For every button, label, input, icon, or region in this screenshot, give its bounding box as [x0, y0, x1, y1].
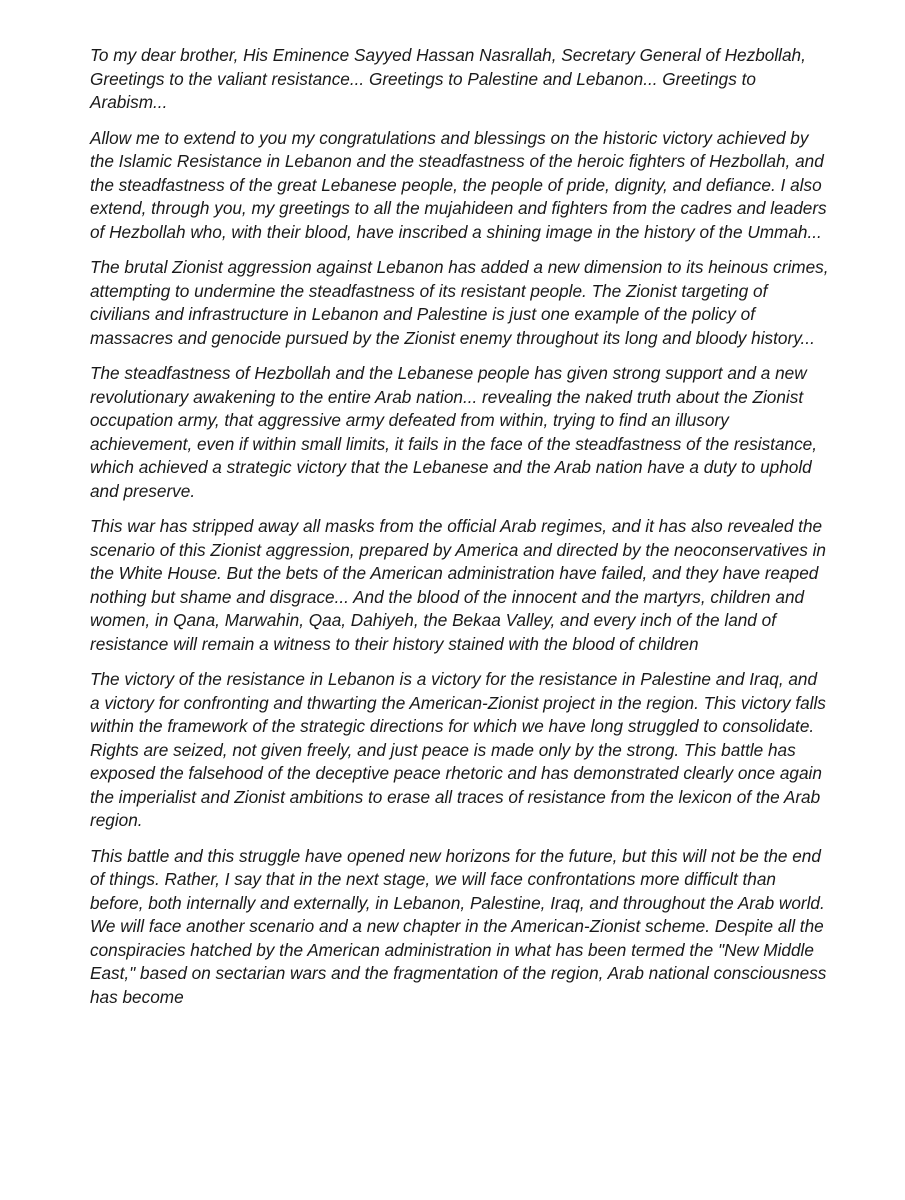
letter-body	[90, 44, 830, 1021]
paragraph-future: This battle and this struggle have opened new horizons for the future, but this will not be the end of things. Rather, I say that in the next stage, we will face confrontations more difficult than before, both internally and externally, in Lebanon, Palestine, Iraq, and throughout the Arab world. We will face another scenario and a new chapter in the American-Zionist scheme. Despite all the conspiracies hatched by the American administration in what has been termed the "New Middle East," based on sectarian wars and the fragmentation of the region, Arab national consciousness has become	[90, 845, 827, 1007]
paragraph-war-masks: This war has stripped away all masks from the official Arab regimes, and it has also revealed the scenario of this Zionist aggression, prepared by America and directed by the neoconservatives in the White House. But the bets of the American administration have failed, and they have reaped nothing but shame and disgrace... And the blood of the innocent and the martyrs, children and women, in Qana, Marwahin, Qaa, Dahiyeh, the Bekaa Valley, and every inch of the land of resistance will remain a witness to their history stained with the blood of children	[90, 516, 826, 654]
paragraph-steadfastness: The steadfastness of Hezbollah and the Lebanese people has given strong support and a new revolutionary awakening to the entire Arab nation... revealing the naked truth about the Zionist occupation army, that aggressive army defeated from within, trying to find an illusory achievement, even if within small limits, it fails in the face of the steadfastness of the resistance, which achieved a strategic victory that the Lebanese and the Arab nation have a duty to uphold and preserve.	[90, 363, 817, 501]
paragraph-victory: The victory of the resistance in Lebanon is a victory for the resistance in Palestine and Iraq, and a victory for confronting and thwarting the American-Zionist project in the region. This victory falls within the framework of the strategic directions for which we have long struggled to consolidate. Rights are seized, not given freely, and just peace is made only by the strong. This battle has exposed the falsehood of the deceptive peace rhetoric and has demonstrated clearly once again the imperialist and Zionist ambitions to erase all traces of resistance from the lexicon of the Arab region.	[90, 669, 826, 830]
paragraph-greeting: To my dear brother, His Eminence Sayyed Hassan Nasrallah, Secretary General of Hezbollah, Greetings to the valiant resistance... Greetings to Palestine and Lebanon... Greetings to Arabism...	[90, 45, 806, 112]
paragraph-aggression: The brutal Zionist aggression against Lebanon has added a new dimension to its heinous crimes, attempting to undermine the steadfastness of its resistant people. The Zionist targeting of civilians and infrastructure in Lebanon and Palestine is just one example of the policy of massacres and genocide pursued by the Zionist enemy throughout its long and bloody history...	[90, 257, 829, 348]
paragraph-congratulations: Allow me to extend to you my congratulations and blessings on the historic victory achieved by the Islamic Resistance in Lebanon and the steadfastness of the heroic fighters of Hezbollah, and the steadfastness of the great Lebanese people, the people of pride, dignity, and defiance. I also extend, through you, my greetings to all the mujahideen and fighters from the cadres and leaders of Hezbollah who, with their blood, have inscribed a shining image in the history of the Ummah...	[90, 127, 827, 242]
